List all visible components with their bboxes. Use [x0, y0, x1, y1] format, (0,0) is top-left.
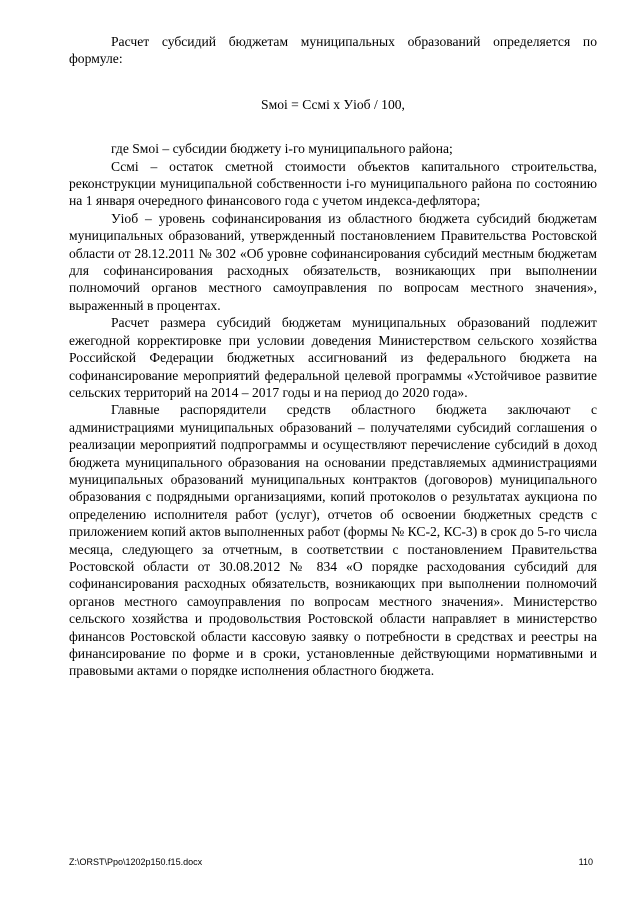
- paragraph-correction: Расчет размера субсидий бюджетам муниципальных образований подлежит ежегодной корректировке при условии доведения Министерством сельского хозяйства Российской Федерации бюджетных ассигнований из федерального бюджета на софинансирование мероприятий федеральной целевой программы «Устойчивое развитие сельских территорий на 2014 – 2017 годы и на период до 2020 года».: [69, 315, 597, 400]
- footer-page-number: 110: [578, 857, 593, 867]
- formula: Sмоi = Ссмi х Уioб / 100,: [261, 96, 405, 112]
- paragraph-definition-smoi: где Sмоi – субсидии бюджету i-го муниципального района;: [111, 141, 453, 157]
- footer-file-path: Z:\ORST\Ppo\1202p150.f15.docx: [69, 857, 203, 867]
- paragraph-main-distributors: Главные распорядители средств областного бюджета заключают с администрациями муниципальных образований – получателями субсидий соглашения о реализации мероприятий подпрограммы и осуществляют перечисление субсидий в доход бюджета муниципального образования на основании представляемых администрациями муниципальных образований муниципальных контрактов (договоров) муниципального образования с подрядными организациями, копий протоколов о результатах аукциона по определению исполнителя работ (услуг), отчетов об освоении бюджетных средств с приложением копий актов выполненных работ (формы № КС-2, КС-3) в срок до 5-го числа месяца, следующего за отчетным, в соответствии с постановлением Правительства Ростовской области от 30.08.2012 № 834 «О порядке расходования субсидий для софинансирования расходных обязательств, возникающих при выполнении полномочий органов местного самоуправления по вопросам местного значения». Министерство сельского хозяйства и продовольствия Ростовской области направляет в министерство финансов Ростовской области кассовую заявку о потребности в средствах и реестры на финансирование по форме и в сроки, установленные действующими нормативными и правовыми актами о порядке исполнения областного бюджета.: [69, 402, 597, 679]
- intro-paragraph: Расчет субсидий бюджетам муниципальных образований определяется по формуле:: [69, 34, 597, 67]
- paragraph-definition-ssmi: Ссмi – остаток сметной стоимости объектов капитального строительства, реконструкции муниципальной собственности i-го муниципального района по состоянию на 1 января очередного финансового года с учетом индекса-дефлятора;: [69, 158, 597, 209]
- document-body: [69, 33, 597, 680]
- paragraph-definition-uiob: Уioб – уровень софинансирования из областного бюджета субсидий бюджетам муниципальных образований, утвержденный постановлением Правительства Ростовской области от 28.12.2011 № 302 «Об уровне софинансирования субсидий местным бюджетам для софинансирования расходных обязательств, возникающих при выполнении полномочий органов местного самоуправления по вопросам местного значения», выраженный в процентах.: [69, 210, 597, 313]
